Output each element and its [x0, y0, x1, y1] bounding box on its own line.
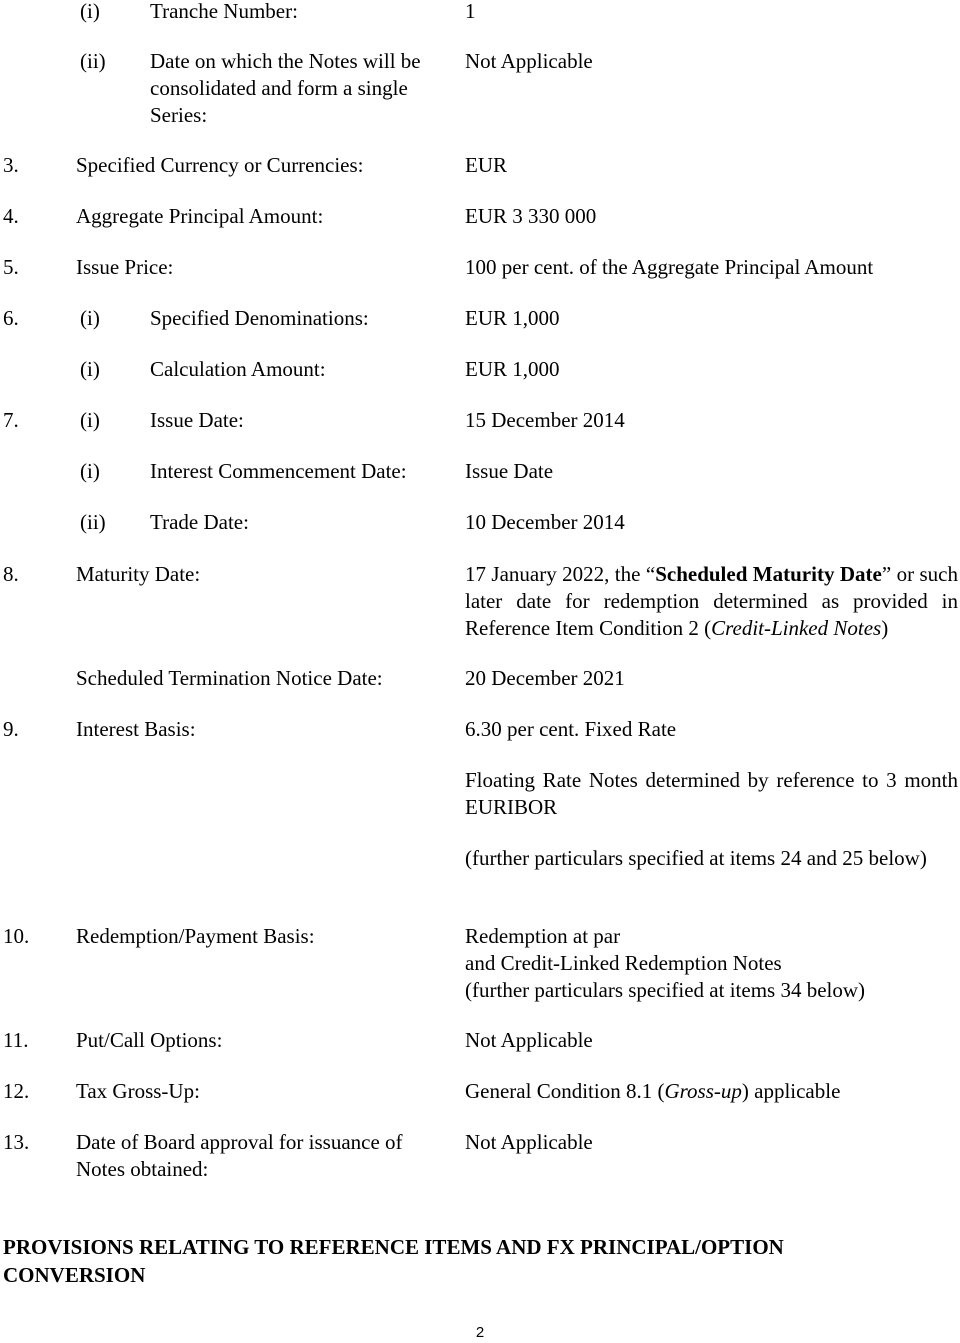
- field-label: Issue Date:: [150, 408, 244, 432]
- item-number: 13.: [3, 1130, 30, 1154]
- field-label: Specified Denominations:: [150, 306, 369, 330]
- value-text: General Condition 8.1 (: [465, 1079, 665, 1103]
- value-text: ) applicable: [741, 1079, 841, 1103]
- field-value: EUR: [465, 153, 507, 177]
- item-number: 10.: [3, 924, 30, 948]
- maturity-date-value: [465, 561, 958, 642]
- sub-item-number: (i): [80, 459, 100, 483]
- field-value: Issue Date: [465, 459, 554, 483]
- field-value: EUR 1,000: [465, 306, 560, 330]
- field-value: Not Applicable: [465, 49, 593, 73]
- section-heading-line: PROVISIONS RELATING TO REFERENCE ITEMS AND FX PRINCIPAL/OPTION: [3, 1235, 784, 1259]
- field-value: Redemption at par: [465, 924, 621, 948]
- italic-term: Credit-Linked Notes: [711, 616, 882, 640]
- field-value: Floating Rate Notes determined by reference to 3 month EURIBOR: [465, 768, 958, 819]
- value-text: ): [881, 616, 889, 640]
- section-heading-line: CONVERSION: [3, 1263, 146, 1287]
- sub-item-number: (i): [80, 408, 100, 432]
- field-label: Date on which the Notes will be: [150, 49, 421, 73]
- field-value: EUR 1,000: [465, 357, 560, 381]
- field-value: 6.30 per cent. Fixed Rate: [465, 717, 677, 741]
- value-text: ” or such later date for redemption determined as provided in Reference Item Condition 2 (: [465, 562, 958, 640]
- field-value: 15 December 2014: [465, 408, 625, 432]
- item-number: 8.: [3, 562, 19, 586]
- sub-item-number: (ii): [80, 510, 106, 534]
- value-text: 17 January 2022, the “: [465, 562, 656, 586]
- sub-item-number: (i): [80, 306, 100, 330]
- field-value: and Credit-Linked Redemption Notes: [465, 951, 782, 975]
- field-value: Not Applicable: [465, 1028, 593, 1052]
- item-number: 11.: [3, 1028, 29, 1052]
- italic-term: Gross-up: [664, 1079, 742, 1103]
- field-value: 100 per cent. of the Aggregate Principal Amount: [465, 255, 874, 279]
- field-label: Interest Commencement Date:: [150, 459, 407, 483]
- defined-term: Scheduled Maturity Date: [655, 562, 882, 586]
- field-value: EUR 3 330 000: [465, 204, 597, 228]
- field-value: 10 December 2014: [465, 510, 625, 534]
- field-label: Interest Basis:: [76, 717, 196, 741]
- sub-item-number: (i): [80, 357, 100, 381]
- field-value: Not Applicable: [465, 1130, 593, 1154]
- field-label: Redemption/Payment Basis:: [76, 924, 315, 948]
- item-number: 5.: [3, 255, 19, 279]
- field-label: Trade Date:: [150, 510, 249, 534]
- page-number: 2: [475, 1324, 485, 1341]
- field-label: Issue Price:: [76, 255, 174, 279]
- section-heading: [3, 1233, 903, 1289]
- field-label: Maturity Date:: [76, 562, 201, 586]
- field-label: Calculation Amount:: [150, 357, 326, 381]
- field-label: Tranche Number:: [150, 0, 298, 23]
- field-label: Scheduled Termination Notice Date:: [76, 666, 383, 690]
- item-number: (ii): [80, 49, 106, 73]
- field-label: Specified Currency or Currencies:: [76, 153, 364, 177]
- field-value: (further particulars specified at items 34 below): [465, 978, 866, 1002]
- tax-gross-up-value: [465, 1078, 958, 1105]
- item-number: 3.: [3, 153, 19, 177]
- field-label: Aggregate Principal Amount:: [76, 204, 324, 228]
- field-label: Notes obtained:: [76, 1157, 209, 1181]
- field-label: Tax Gross-Up:: [76, 1079, 200, 1103]
- field-value: 1: [465, 0, 476, 23]
- field-value: (further particulars specified at items 24 and 25 below): [465, 846, 927, 870]
- item-number: 6.: [3, 306, 19, 330]
- item-number: (i): [80, 0, 100, 23]
- item-number: 9.: [3, 717, 19, 741]
- field-label: Date of Board approval for issuance of: [76, 1130, 403, 1154]
- item-number: 12.: [3, 1079, 30, 1103]
- field-value: 20 December 2021: [465, 666, 625, 690]
- field-label: Put/Call Options:: [76, 1028, 223, 1052]
- field-label: consolidated and form a single: [150, 76, 408, 100]
- item-number: 7.: [3, 408, 19, 432]
- field-label: Series:: [150, 103, 208, 127]
- item-number: 4.: [3, 204, 19, 228]
